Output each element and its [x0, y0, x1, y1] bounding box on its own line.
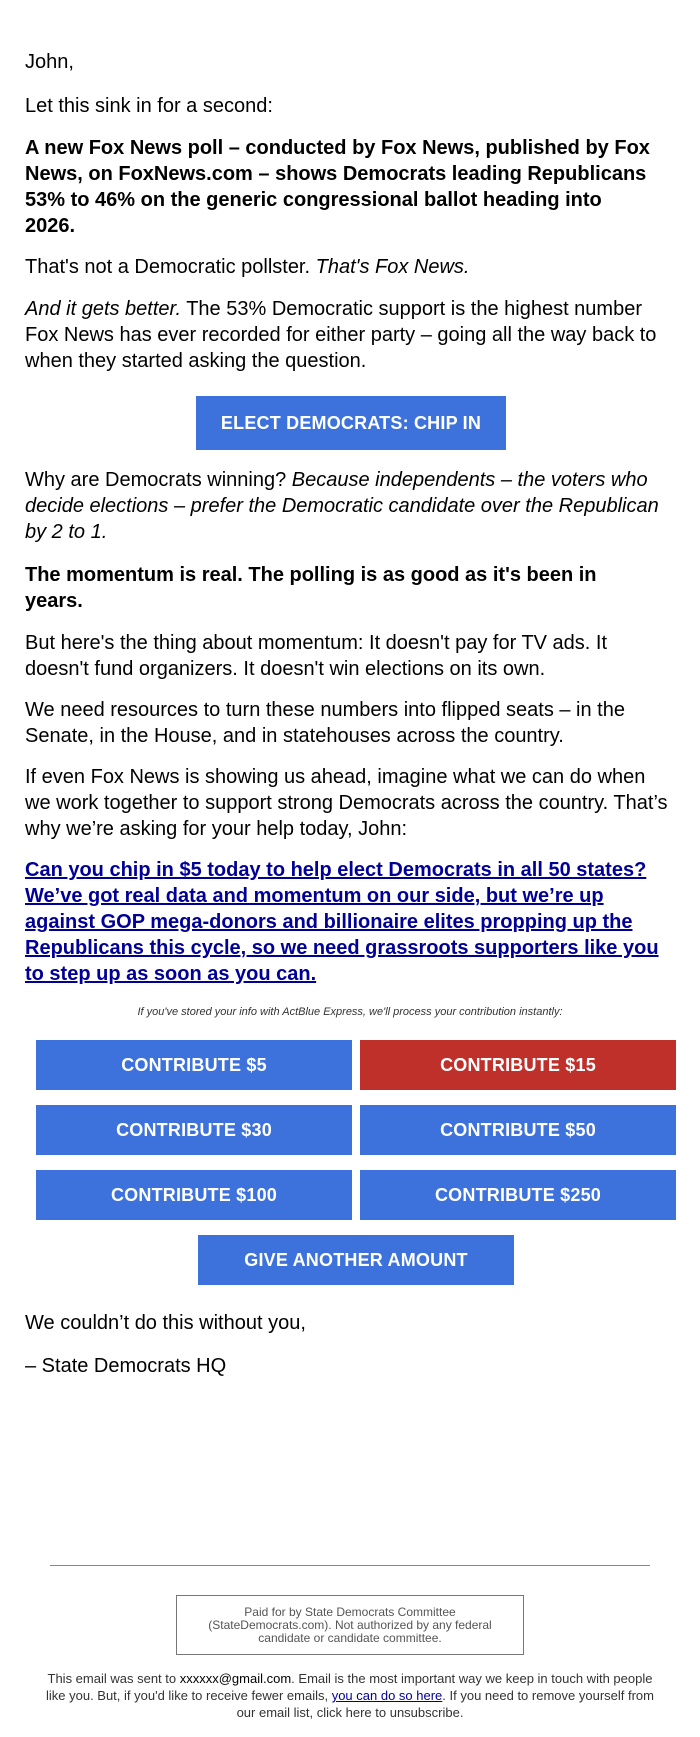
paragraph-better [25, 296, 675, 374]
paragraph-why-text: Why are Democrats winning? [25, 469, 292, 491]
paragraph-pollster-emphasis: That's Fox News. [315, 256, 470, 278]
headline: A new Fox News poll – conducted by Fox News, published by Fox News, on FoxNews.com – shows Democrats leading Republicans 53% to 46% on the generic congressional ballot heading into 2026. [25, 137, 650, 237]
footer-sent-prefix: This email was sent to [47, 1671, 180, 1686]
footer-sent-middle: . Email is the most important way we keep in touch with people like you. But, if you'd like to receive fewer emails, [45, 1671, 653, 1703]
contribute-100-button[interactable]: CONTRIBUTE $100 [36, 1170, 352, 1220]
recipient-email: xxxxxx@gmail.com [179, 1671, 292, 1686]
elect-democrats-button[interactable]: ELECT DEMOCRATS: CHIP IN [196, 396, 506, 450]
footer-text [40, 1670, 660, 1721]
contribute-50-button[interactable]: CONTRIBUTE $50 [360, 1105, 676, 1155]
paragraph-pollster-text: That's not a Democratic pollster. [25, 256, 316, 278]
paragraph-resources: We need resources to turn these numbers into flipped seats – in the Senate, in the House, and in statehouses across the country. [25, 699, 625, 747]
footer-divider [50, 1565, 650, 1566]
chip-in-link[interactable]: Can you chip in $5 today to help elect Democrats in all 50 states? We’ve got real data and momentum on our side, but we’re up against GOP mega-donors and billionaire elites propping up the Republicans this cycle, so we need grassroots supporters like you to step up as soon as you can. [25, 859, 659, 985]
paragraph-why-emphasis: Because independents – the voters who decide elections – prefer the Democratic candidate over the Republican by 2 to 1. [25, 469, 659, 543]
paragraph-fox-ahead: If even Fox News is showing us ahead, imagine what we can do when we work together to support strong Democrats across the country. That’s why we’re asking for your help today, John: [25, 766, 668, 840]
paragraph-pollster [25, 254, 675, 280]
signoff: We couldn’t do this without you, [25, 1312, 306, 1334]
paid-for-disclaimer: Paid for by State Democrats Committee (StateDemocrats.com). Not authorized by any federal candidate or candidate committee. [176, 1595, 524, 1655]
contribute-15-button[interactable]: CONTRIBUTE $15 [360, 1040, 676, 1090]
paragraph-better-emphasis: And it gets better. [25, 298, 182, 320]
paragraph-tv-ads: But here's the thing about momentum: It doesn't pay for TV ads. It doesn't fund organizers. It doesn't win elections on its own. [25, 632, 608, 680]
give-another-amount-button[interactable]: GIVE ANOTHER AMOUNT [198, 1235, 514, 1285]
paragraph-better-text: The 53% Democratic support is the highest number Fox News has ever recorded for either party – going all the way back to when they started asking the question. [25, 298, 657, 372]
footer-sent-suffix: . If you need to remove yourself from our email list, click here to unsubscribe. [236, 1688, 654, 1720]
greeting: John, [25, 51, 74, 73]
contribute-30-button[interactable]: CONTRIBUTE $30 [36, 1105, 352, 1155]
intro-line: Let this sink in for a second: [25, 95, 273, 117]
signature: – State Democrats HQ [25, 1355, 227, 1377]
actblue-note: If you've stored your info with ActBlue Express, we'll process your contribution instantly: [137, 1006, 563, 1018]
contribute-5-button[interactable]: CONTRIBUTE $5 [36, 1040, 352, 1090]
contribute-250-button[interactable]: CONTRIBUTE $250 [360, 1170, 676, 1220]
paragraph-momentum: The momentum is real. The polling is as good as it's been in years. [25, 564, 597, 612]
paragraph-why [25, 467, 675, 545]
fewer-emails-link[interactable]: you can do so here [331, 1688, 443, 1703]
